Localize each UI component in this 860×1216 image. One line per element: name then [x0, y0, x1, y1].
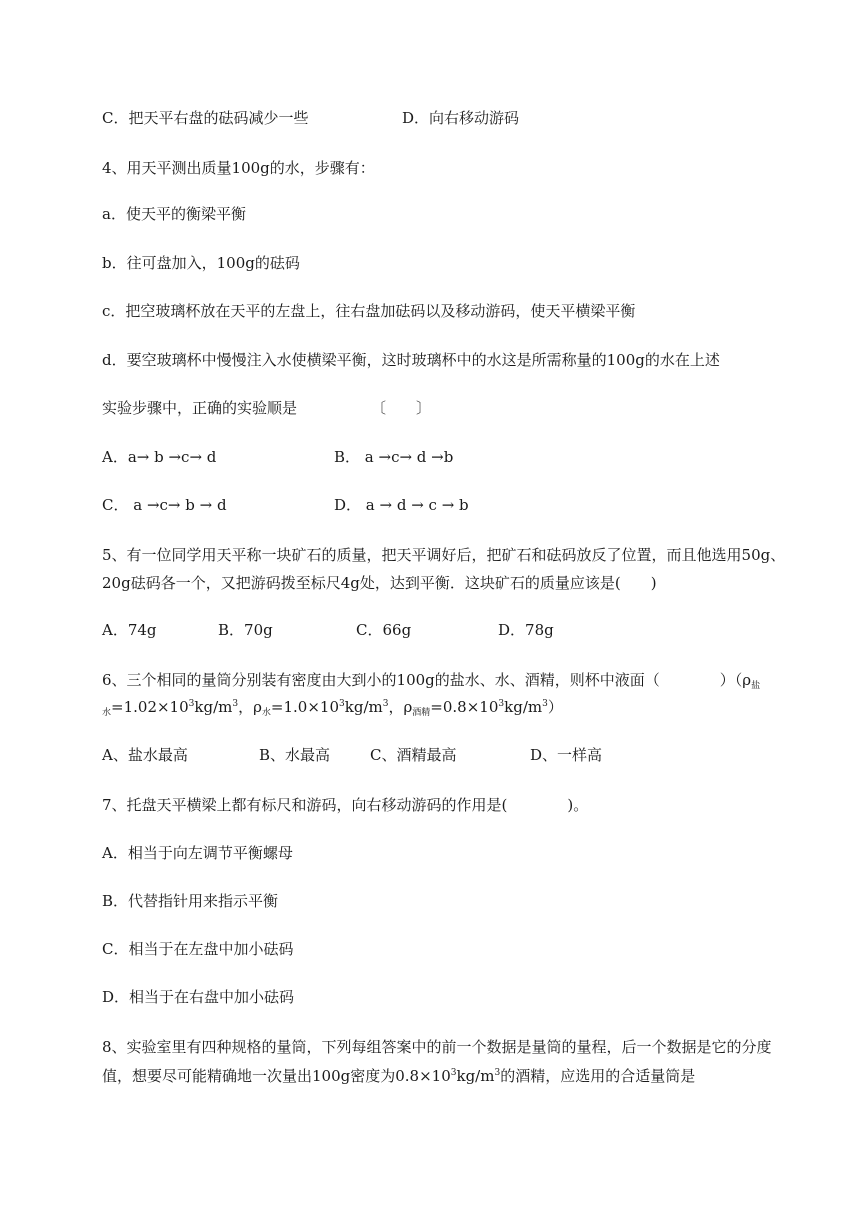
q6-line1-text: 6、三个相同的量筒分别装有密度由大到小的100g的盐水、水、酒精，则杯中液面（ ）（ρ: [102, 671, 752, 689]
q4-answer-bracket: 〔 〕: [371, 399, 432, 417]
q6-line1: [102, 670, 760, 690]
q7-option-d: D．相当于在右盘中加小砝码: [102, 988, 295, 1006]
q5-option-a: A．74g: [102, 621, 157, 639]
q8-exp: 3: [450, 1068, 457, 1078]
q8-line2: [102, 1066, 695, 1086]
q6-exp: 3: [232, 699, 239, 709]
q6-sub-shui: 水: [102, 708, 112, 718]
q5-option-c: C．66g: [356, 621, 412, 639]
q5-line2: 20g砝码各一个，又把游码拨至标尺4g处，达到平衡．这块矿石的质量应该是( ): [102, 574, 657, 592]
q6-exp: 3: [339, 699, 345, 709]
q6-rho-water: =1.0×10: [270, 698, 340, 716]
q7-option-b: B．代替指针用来指示平衡: [102, 892, 279, 910]
q8-line1: 8、实验室里有四种规格的量筒，下列每组答案中的前一个数据是量筒的量程，后一个数据是它的分度: [102, 1038, 772, 1056]
q4-stem-end: [102, 398, 431, 418]
q6-unit: kg/m: [344, 698, 383, 716]
q4-step-c: c．把空玻璃杯放在天平的左盘上，往右盘加砝码以及移动游码，使天平横梁平衡: [102, 302, 636, 320]
q6-rho-saltwater: =1.02×10: [111, 698, 189, 716]
q4-stem-end-text: 实验步骤中，正确的实验顺是: [102, 399, 298, 417]
q7-stem: 7、托盘天平横梁上都有标尺和游码，向右移动游码的作用是( )。: [102, 796, 589, 814]
q6-exp: 3: [382, 699, 389, 709]
q6-sub-alcohol: 酒精: [412, 708, 431, 718]
q6-option-a: A、盐水最高: [102, 746, 188, 764]
q8-line2-b: 的酒精，应选用的合适量筒是: [500, 1067, 696, 1085]
q6-exp: 3: [498, 699, 505, 709]
q7-option-c: C．相当于在左盘中加小砝码: [102, 940, 294, 958]
q4-step-b: b．往可盘加入，100g的砝码: [102, 254, 300, 272]
q8-unit: kg/m: [456, 1067, 495, 1085]
q5-option-d: D．78g: [498, 621, 554, 639]
q6-sep: ，ρ: [238, 698, 262, 716]
q6-sep: ，ρ: [388, 698, 413, 716]
q8-line2-a: 值，想要尽可能精确地一次量出100g密度为0.8×10: [102, 1067, 451, 1085]
q5-line1: 5、有一位同学用天平称一块矿石的质量，把天平调好后，把矿石和砝码放反了位置，而且他选用50g、: [102, 546, 786, 564]
q4-option-d: D． a → d → c → b: [334, 496, 469, 514]
q6-line2: [102, 697, 563, 717]
q6-sub-yan: 盐: [751, 681, 761, 691]
q7-option-a: A．相当于向左调节平衡螺母: [102, 844, 293, 862]
q6-rho-alcohol: =0.8×10: [430, 698, 499, 716]
q4-option-a: A．a→ b →c→ d: [102, 448, 217, 466]
q6-option-c: C、酒精最高: [370, 746, 457, 764]
q6-unit: kg/m: [194, 698, 233, 716]
q4-step-a: a．使天平的衡梁平衡: [102, 205, 246, 223]
q6-unit: kg/m: [504, 698, 543, 716]
q4-step-d: d．要空玻璃杯中慢慢注入水使横梁平衡，这时玻璃杯中的水这是所需称量的100g的水在上述: [102, 351, 720, 369]
q6-exp: 3: [188, 699, 195, 709]
q6-sub-water: 水: [261, 708, 271, 718]
q6-option-b: B、水最高: [259, 746, 331, 764]
q4-option-b: B． a →c→ d →b: [334, 448, 454, 466]
q6-close: ）: [547, 698, 563, 716]
q6-exp: 3: [542, 699, 548, 709]
q4-stem: 4、用天平测出质量100g的水，步骤有：: [102, 159, 375, 177]
q6-option-d: D、一样高: [530, 746, 603, 764]
q4-option-c: C． a →c→ b → d: [102, 496, 227, 514]
q8-exp: 3: [494, 1068, 501, 1078]
q5-option-b: B．70g: [218, 621, 273, 639]
q3-option-c: C．把天平右盘的砝码减少一些: [102, 109, 309, 127]
q3-option-d: D．向右移动游码: [402, 109, 520, 127]
